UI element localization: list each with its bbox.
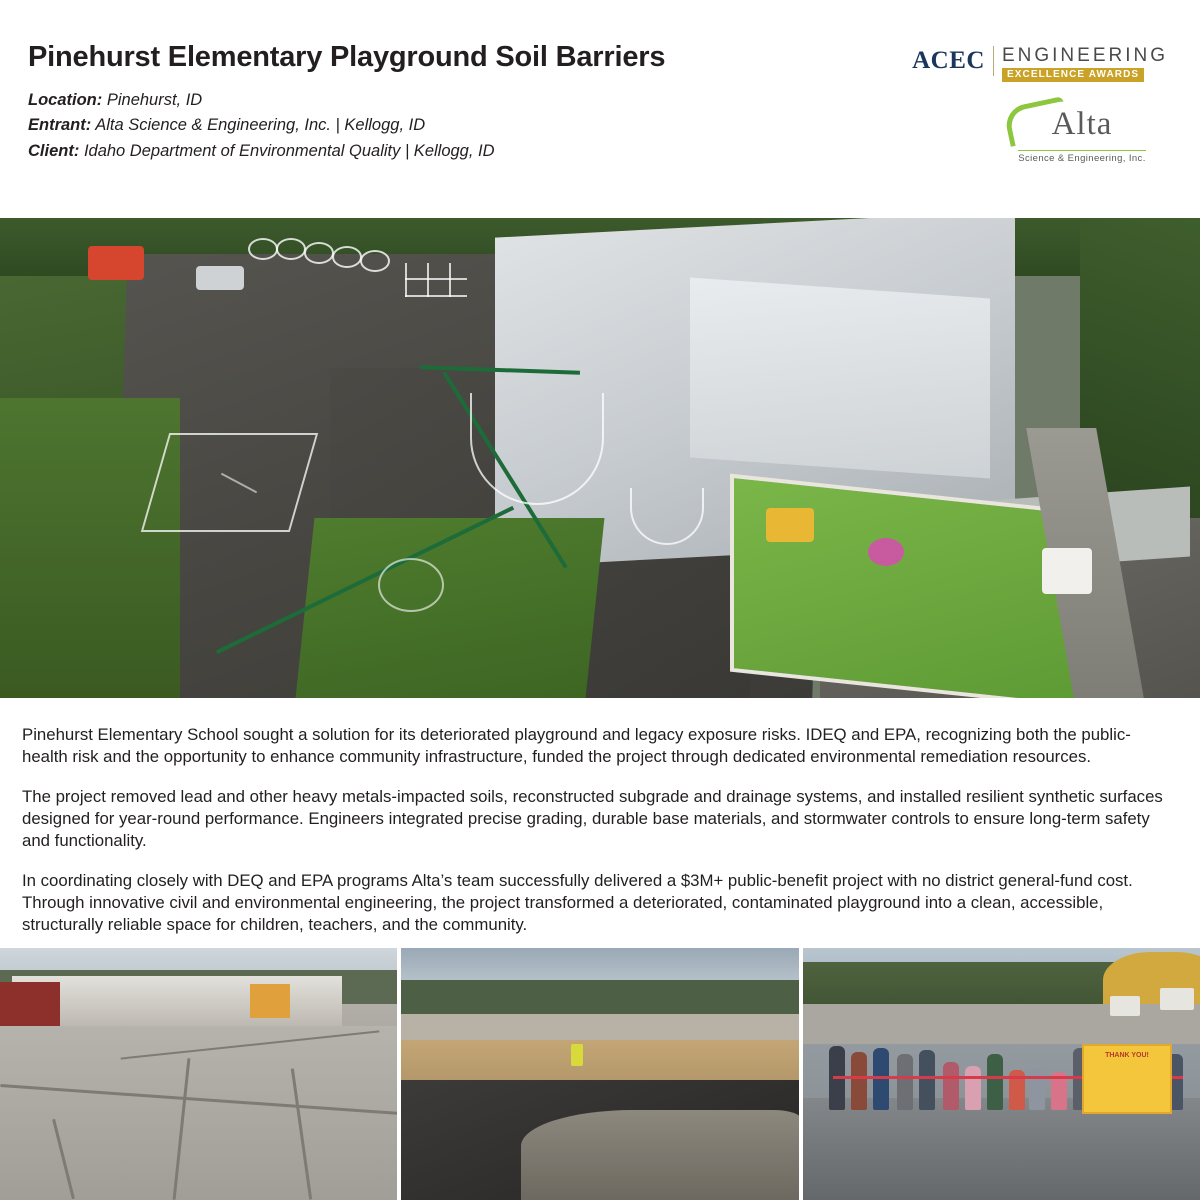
- paragraph-1: Pinehurst Elementary School sought a solution for its deteriorated playground and legacy exposure risks. IDEQ and EPA, recognizing both the public-health risk and the opportunity to enhance community infrastructure, funded the project through dedicated environmental remediation resources.: [22, 725, 1131, 767]
- photo3-person: [965, 1066, 981, 1110]
- hero-circle-mark: [360, 250, 390, 272]
- hero-dome-climber: [378, 558, 444, 612]
- photo1-school-building: [12, 976, 342, 1026]
- photo3-basketball-hoop: [1110, 996, 1140, 1016]
- hero-shade-structure: [196, 266, 244, 290]
- photo3-person: [851, 1052, 867, 1110]
- page-title: Pinehurst Elementary Playground Soil Barriers: [28, 41, 666, 73]
- hero-circle-mark: [332, 246, 362, 268]
- photo1-yellow-door: [250, 984, 290, 1018]
- meta-location-label: Location:: [28, 90, 103, 109]
- photo-liner-installation: [401, 948, 798, 1200]
- photo3-basketball-hoop: [1160, 988, 1194, 1010]
- meta-entrant-label: Entrant:: [28, 116, 92, 135]
- meta-client-value: Idaho Department of Environmental Quality | Kellogg, ID: [83, 142, 495, 161]
- alta-logo-mark: [1002, 108, 1162, 148]
- hero-circle-mark: [248, 238, 278, 260]
- acec-award-text: [1002, 46, 1168, 82]
- hero-hopscotch-grid: [405, 263, 467, 297]
- acec-excellence-badge: EXCELLENCE AWARDS: [1002, 68, 1144, 82]
- photo-ribbon-cutting: [803, 948, 1200, 1200]
- photo-gallery: [0, 948, 1200, 1200]
- photo3-person: [873, 1048, 889, 1110]
- acec-logo: [912, 46, 1168, 82]
- photo3-person: [987, 1054, 1003, 1110]
- photo3-person: [897, 1054, 913, 1110]
- hero-playground-equipment: [88, 246, 144, 280]
- photo3-person: [1029, 1068, 1045, 1110]
- meta-location-value: Pinehurst, ID: [106, 90, 203, 109]
- hero-circle-mark: [276, 238, 306, 260]
- acec-acronym: ACEC: [912, 47, 985, 74]
- hero-aerial-photo: [0, 218, 1200, 698]
- photo3-thank-you-banner: [1082, 1044, 1172, 1114]
- hero-playground-equipment: [766, 508, 814, 542]
- photo2-gravel-pile: [521, 1110, 798, 1200]
- hero-circle-mark: [304, 242, 334, 264]
- photo3-person: [919, 1050, 935, 1110]
- alta-tagline: Science & Engineering, Inc.: [1018, 150, 1146, 164]
- photo-before-cracked-asphalt: [0, 948, 397, 1200]
- photo1-brick-wing: [0, 982, 60, 1028]
- hero-shade-structure: [1042, 548, 1092, 594]
- acec-divider: [993, 46, 994, 76]
- paragraph-3: In coordinating closely with DEQ and EPA programs Alta’s team successfully delivered a $3M+ public-benefit project with no district general-fund cost. Through innovative civil and environmental engineering, the project transformed a deteriorated, contaminated playground into a clean, accessible, structurally reliable space for children, teachers, and the community.: [22, 870, 1133, 935]
- alta-logo: [1002, 108, 1162, 166]
- photo2-worker: [571, 1044, 583, 1066]
- hero-building-roof: [690, 278, 990, 479]
- photo1-old-pavement: [0, 1026, 397, 1200]
- hero-turf-left: [0, 398, 180, 698]
- meta-entrant-value: Alta Science & Engineering, Inc. | Kellogg, ID: [95, 116, 426, 135]
- photo3-person: [943, 1062, 959, 1110]
- hero-court-markings-1: [141, 433, 318, 532]
- paragraph-2: The project removed lead and other heavy metals-impacted soils, reconstructed subgrade and drainage systems, and installed resilient synthetic surfaces designed for year-round performance. Engineers integrated precise grading, durable base materials, and stormwater controls to ensure long-term safety and functionality.: [22, 786, 1163, 851]
- acec-engineering-word: ENGINEERING: [1001, 45, 1168, 66]
- photo3-banner-text: THANK YOU!: [1105, 1052, 1149, 1059]
- meta-client-label: Client:: [28, 142, 80, 161]
- alta-wordmark: Alta: [1051, 106, 1113, 142]
- document-header: [0, 0, 1200, 218]
- project-description: [0, 698, 1200, 938]
- hero-playground-equipment: [868, 538, 904, 566]
- hero-turf-center: [296, 518, 605, 698]
